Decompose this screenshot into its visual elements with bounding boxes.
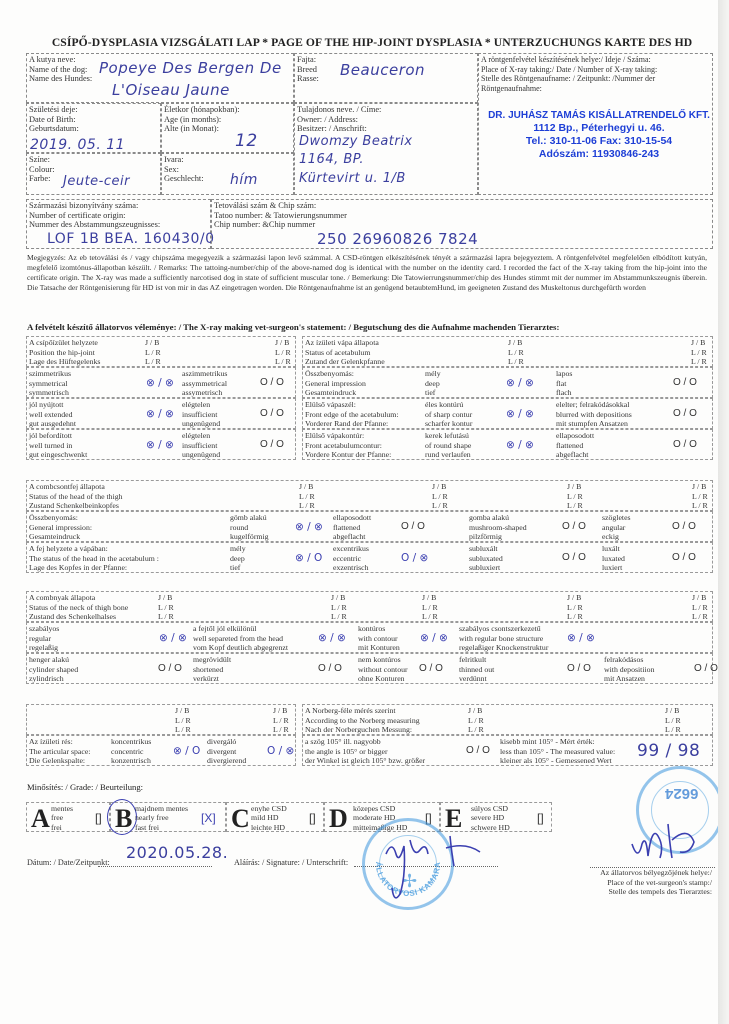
owner-name-value: Dwomzy Beatrix — [299, 134, 413, 149]
grade-heading: Minősítés: / Grade: / Beurteilung: — [27, 782, 143, 792]
owner-address-value-1: 1164, BP. — [299, 152, 364, 167]
remarks-text: Megjegyzés: Az eb tetoválási és / vagy chipszáma megegyezik a származási lapon levő számmal. A CSD-röntgen elkészítésének tényét a származási lapra bejegyeztem. A röntgenfelvétel megfelelően elbódított kutyán, megfelelő izomtónus-állapotban készült. / Remarks: The tattoing-number/chip of the above-named dog is identical with the number on the identity card. I recorded the fact of the X-ray taking from the hip-joint into the certificate origin. The X-ray was made a sufficiently narcotised dog in state of sufficient muscular tone. / Bemerkung: Die Tatowierrungsnummer/chip des Hundes stimmt mit der nummer im Abstammunkszeugnis überein. Die Tatsache der Röntgenisierung für HD ist von mir in das AZ eingetragen worden. Die Röntgenaufnahme ist an genügend betaubtemHund, im geeigneten Zustand des Muskeltonus durchgefürth worden — [27, 253, 707, 292]
grade-letter: D — [329, 804, 348, 833]
checked-mark[interactable]: ⊗ / ⊗ — [146, 377, 174, 389]
checkbox-icon[interactable]: [] — [95, 811, 102, 825]
age-label: Életkor (hónapokban): Age (in months): Alte (in Monat): — [164, 105, 240, 134]
checked-mark[interactable]: O / ⊗ — [267, 745, 295, 757]
acetabulum-header: Az ízületi vápa állapota Status of acetabulum Zutand der Gelenkpfanne J / B L / R L / R J / B L / R L / R — [302, 336, 713, 367]
neck-regular-row: szabályos regular regelaßig ⊗ / ⊗ a fejtől jól elkülönül well separeted from the head vom Kopf deutlich abgegrenzt ⊗ / ⊗ kontúros with contour mit Konturen ⊗ / ⊗ szabályos csontszerkezetű with regular bone structure regelaßiger Knockenstruktur ⊗ / ⊗ — [26, 622, 713, 653]
statement-heading: A felvételt készítő állatorvos véleménye: / The X-ray making vet-surgeon's statement: / Begutschung des die Aufnahme machenden Tierarztes: — [27, 322, 560, 332]
checked-mark[interactable]: ⊗ / ⊗ — [506, 377, 534, 389]
checked-mark[interactable]: ⊗ / ⊗ — [420, 632, 448, 644]
colour-value: Jeute-ceir — [63, 174, 130, 189]
dob-field — [26, 103, 161, 153]
hip-rotation-row: jól befordított well turned in gut eingeschwenkt ⊗ / ⊗ elégtelen insufficient ungenügend O / O — [26, 429, 296, 460]
vet-stamp-number: 6624 — [665, 785, 699, 802]
owner-address-value-2: Kürtevirt u. 1/B — [299, 171, 406, 186]
grade-b-option[interactable]: B majdnem mentes nearly free fast frei [X] — [110, 802, 226, 832]
date-label: Dátum: / Date/Zeitpunkt: — [27, 858, 110, 867]
unchecked-mark[interactable]: O / O — [694, 663, 718, 674]
neck-header: A combnyak állapota Status of the neck of thigh bone Zustand des Schenkelhalses J / B L / R L / R J / B L / R L / R J / B L / R L / R J / B L / R L / R J / B L / R L / R — [26, 591, 713, 622]
checked-mark[interactable]: ⊗ / ⊗ — [146, 439, 174, 451]
articular-header: J / B L / R L / R J / B L / R L / R — [26, 704, 296, 735]
xray-place-label: A röntgenfelvétel készítésének helye:/ Ideje / Száma: Place of X-ray taking:/ Date / Number of X-ray taking: Stelle des Röntgenaufname: / Zeitpunkt: /Nummer der Röntgenaufnahme: — [481, 55, 658, 93]
checked-mark[interactable]: ⊗ / O — [295, 552, 323, 564]
owner-label: Tulajdonos neve. / Címe: Owner: / Address: Besitzer: / Anschrift: — [297, 105, 382, 134]
signature-mark — [380, 826, 490, 906]
unchecked-mark[interactable]: O / O — [673, 408, 697, 419]
grade-e-option[interactable]: E súlyos CSD severe HD schwere HD [] — [440, 802, 552, 832]
chip-label: Tetoválási szám & Chip szám: Tatoo number: & Tatowierungsnummer Chip number: &Chip nummer — [214, 201, 347, 230]
page-edge — [718, 0, 729, 1024]
certificate-field — [26, 199, 215, 249]
checked-mark[interactable]: ⊗ / ⊗ — [506, 408, 534, 420]
grade-letter: C — [231, 804, 250, 833]
hip-symmetry-row: szimmetrikus symmetrical symmetrisch ⊗ / ⊗ aszimmetrikus assymmetrical assymetrisch O / O — [26, 367, 296, 398]
caduceus-icon: ✢ — [402, 871, 418, 891]
date-line — [98, 866, 212, 867]
checked-mark[interactable]: O / ⊗ — [401, 552, 429, 564]
breed-field — [294, 53, 478, 103]
dob-label: Születési deje: Date of Birth: Geburtsdatum: — [29, 105, 79, 134]
sex-field — [161, 153, 294, 195]
femoral-head-header: A combcsontfej állapota Status of the head of the thigh Zustand Schenkelbeinkopfes J / B L / R L / R J / B L / R L / R J / B L / R L / R J / B L / R L / R — [26, 480, 713, 511]
femoral-head-impression-row: Összbenyomás: General impression: Gesamteindruck gömb alakú round kugelförmig ⊗ / ⊗ ellaposodott flattened abgeflacht O / O gomba alakú mushroom-shaped pilzförmig O / O szögletes angular eckig O / O — [26, 511, 713, 542]
colour-field — [26, 153, 161, 195]
norberg-angle-row: a szög 105° ill. nagyobb the angle is 105° or bigger der Winkel ist gleich 105° bzw. größer O / O kisebb mint 105° - Mért érték: less than 105° - The measured value: kleiner als 105° - Gemessened Wert 99 / 98 — [302, 735, 713, 766]
xray-place-field — [478, 53, 713, 195]
acetabulum-front-edge-row: Elülső vápaszél: Front edge of the acetabulum: Vorderer Rand der Pfanne: éles kontúrú of sharp contur scharfer kontur ⊗ / ⊗ elelter; felrakódásokkal blurred with depositions mit stumpfen Ansatzen O / O — [302, 398, 713, 429]
dog-name-field — [26, 53, 294, 103]
unchecked-mark[interactable]: O / O — [158, 663, 182, 674]
articular-space-row: Az ízületi rés: The articular space: Die Gelenkspalte: koncentrikus concentric konzentrisch ⊗ / O divergáló divergent divergierend O / ⊗ — [26, 735, 296, 766]
colour-label: Színe: Colour: Farbe: — [29, 155, 55, 184]
grade-letter: A — [31, 804, 50, 833]
dog-name-value-2: L'Oiseau Jaune — [112, 81, 230, 99]
checked-mark[interactable]: ⊗ / ⊗ — [506, 439, 534, 451]
checked-mark[interactable]: ⊗ / ⊗ — [295, 521, 323, 533]
clinic-stamp: DR. JUHÁSZ TAMÁS KISÁLLATRENDELŐ KFT. 1112 Bp., Péterhegyi u. 46. Tel.: 310-11-06 Fax: 310-15-54 Adószám: 11930846-243 — [488, 110, 710, 160]
unchecked-mark[interactable]: O / O — [673, 377, 697, 388]
stamp-place-label: Az állatorvos bélyegzőjének helye:/ Place of the vet-surgeon's stamp:/ Stelle des tempels des Tierarztes: — [600, 868, 712, 897]
checked-mark[interactable]: ⊗ / ⊗ — [146, 408, 174, 420]
vet-signature-mark — [628, 818, 708, 868]
unchecked-mark[interactable]: O / O — [260, 377, 284, 388]
chip-field — [211, 199, 713, 249]
grade-letter: B — [115, 804, 133, 833]
age-field — [161, 103, 294, 153]
unchecked-mark[interactable]: O / O — [562, 521, 586, 532]
acetabulum-contour-row: Elülső vápakontúr: Front acetabulumcontur: Vordere Kontur der Pfanne: kerek lefutású of round shape rund verlaufen ⊗ / ⊗ ellaposodott flattened abgeflacht O / O — [302, 429, 713, 460]
grade-letter: E — [445, 804, 463, 833]
unchecked-mark[interactable]: O / O — [401, 521, 425, 532]
selected-circle-icon — [107, 799, 137, 835]
unchecked-mark[interactable]: O / O — [673, 439, 697, 450]
breed-value: Beauceron — [340, 61, 426, 79]
acetabulum-impression-row: Összbenyomás: General impression Gesamteindruck mély deep tief ⊗ / ⊗ lapos flat flach O / O — [302, 367, 713, 398]
sex-label: Ivara: Sex: Geschlecht: — [164, 155, 204, 184]
grade-c-option[interactable]: C enyhe CSD mild HD leichte HD [] — [226, 802, 324, 832]
checked-box-icon[interactable]: [X] — [201, 811, 216, 825]
unchecked-mark[interactable]: O / O — [672, 552, 696, 563]
chamber-stamp-text: ÁLLATORVOSI KAMARA — [373, 861, 443, 899]
unchecked-mark[interactable]: O / O — [419, 663, 443, 674]
checkbox-icon[interactable]: [] — [309, 811, 316, 825]
norberg-header: A Norberg-féle mérés szerint According to the Norberg measuring Nach der Norberguchen Messung: J / B L / R L / R J / B L / R L / R — [302, 704, 713, 735]
neck-shape-row: henger alakú cylinder shaped zylindrisch O / O megrövidült shortened verkürzt O / O nem kontúros without contour ohne Konturen O / O felritkult thinned out verdünnt O / O felrakódásos with depositiion mit Ansatzen O / O — [26, 653, 713, 684]
femoral-head-position-row: A fej helyzete a vápában: The status of the head in the acetabulum : Lage des Kopfes in der Pfanne: mély deep tief ⊗ / O excentrikus eccentric exzentrisch O / ⊗ subluxált subluxated subluxiert O / O luxált luxated luxiert O / O — [26, 542, 713, 573]
unchecked-mark[interactable]: O / O — [567, 663, 591, 674]
breed-label: Fajta: Breed Rasse: — [297, 55, 319, 84]
unchecked-mark[interactable]: O / O — [562, 552, 586, 563]
norberg-measured-value: 99 / 98 — [637, 741, 701, 761]
unchecked-mark[interactable]: O / O — [260, 408, 284, 419]
signature-label: Aláírás: / Signature: / Unterschrift: — [234, 858, 349, 867]
grade-a-option[interactable]: A mentes free frei [] — [26, 802, 110, 832]
unchecked-mark[interactable]: O / O — [672, 521, 696, 532]
grade-d-option[interactable]: D közepes CSD moderate HD mitteimaßige HD [] — [324, 802, 440, 832]
hip-extension-row: jól nyújtott well extended gut ausgedehnt ⊗ / ⊗ elégtelen insufficient ungenügend O / O — [26, 398, 296, 429]
owner-field — [294, 103, 478, 195]
unchecked-mark[interactable]: O / O — [318, 663, 342, 674]
chip-value: 250 26960826 7824 — [317, 230, 479, 248]
checked-mark[interactable]: ⊗ / O — [173, 745, 201, 757]
checkbox-icon[interactable]: [] — [537, 811, 544, 825]
age-value: 12 — [235, 131, 258, 151]
checked-mark[interactable]: ⊗ / ⊗ — [567, 632, 595, 644]
document-title: CSÍPŐ-DYSPLASIA VIZSGÁLATI LAP * PAGE OF THE HIP-JOINT DYSPLASIA * UNTERZUCHUNGS KARTE DES HD — [51, 36, 693, 49]
certificate-label: Származási bizonyítvány száma: Number of certificate origin: Nummer des Abstammungszeugnisses: — [29, 201, 161, 230]
checked-mark[interactable]: ⊗ / ⊗ — [318, 632, 346, 644]
checked-mark[interactable]: ⊗ / ⊗ — [159, 632, 187, 644]
sex-value: hím — [230, 172, 258, 188]
certificate-value: LOF 1B BEA. 160430/0 — [47, 231, 215, 247]
unchecked-mark[interactable]: O / O — [260, 439, 284, 450]
unchecked-mark[interactable]: O / O — [466, 745, 490, 756]
checkbox-icon[interactable]: [] — [425, 811, 432, 825]
hip-position-header: A csípőízület helyzete Position the hip-joint Lage des Hüftegelenks J / B L / R L / R J / B L / R L / R — [26, 336, 296, 367]
date-value: 2020.05.28. — [126, 843, 229, 862]
dog-name-label: A kutya neve: Name of the dog: Name des Hundes: — [29, 55, 93, 84]
dob-value: 2019. 05. 11 — [30, 137, 126, 153]
dog-name-value-1: Popeye Des Bergen De — [99, 59, 282, 77]
